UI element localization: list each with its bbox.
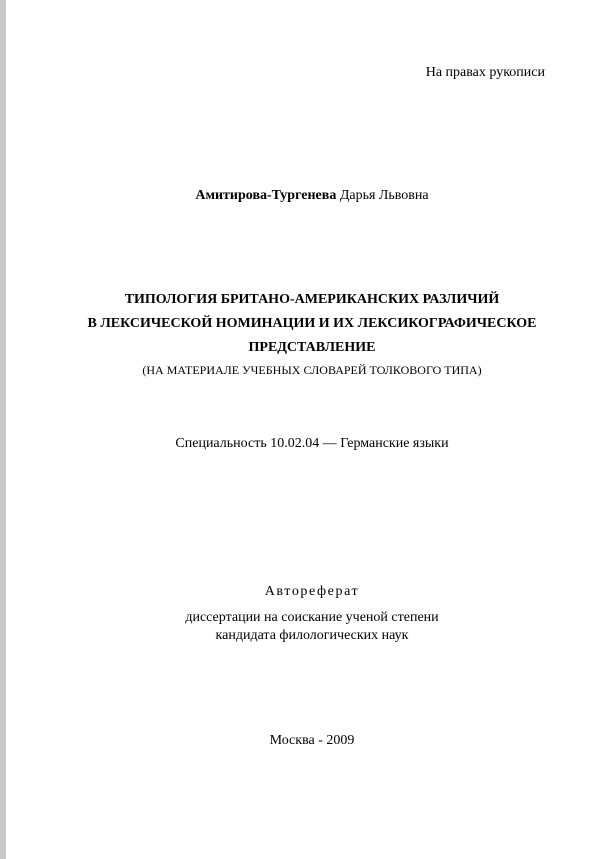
abstract-label: Автореферат (264, 584, 360, 599)
degree-statement (6, 609, 600, 645)
city-year: Москва - 2009 (269, 733, 355, 748)
rights-note: На правах рукописи (425, 65, 545, 80)
author-given-names: Дарья Львовна (339, 188, 429, 203)
author-surname: Амитирова-Тургенева (195, 188, 337, 203)
specialty-line: Специальность 10.02.04 — Германские языки (175, 436, 449, 451)
author-name (6, 189, 600, 203)
degree-line-2: кандидата филологических наук (215, 628, 409, 643)
dissertation-title (6, 288, 600, 380)
degree-line-1: диссертации на соискание ученой степени (185, 610, 439, 625)
title-line-1: ТИПОЛОГИЯ БРИТАНО-АМЕРИКАНСКИХ РАЗЛИЧИЙ (124, 292, 500, 307)
document-page (6, 0, 600, 859)
title-line-3: ПРЕДСТАВЛЕНИЕ (248, 340, 376, 355)
title-line-2: В ЛЕКСИЧЕСКОЙ НОМИНАЦИИ И ИХ ЛЕКСИКОГРАФИЧЕСКОЕ (87, 316, 537, 331)
title-subtitle: (НА МАТЕРИАЛЕ УЧЕБНЫХ СЛОВАРЕЙ ТОЛКОВОГО ТИПА) (142, 363, 482, 377)
